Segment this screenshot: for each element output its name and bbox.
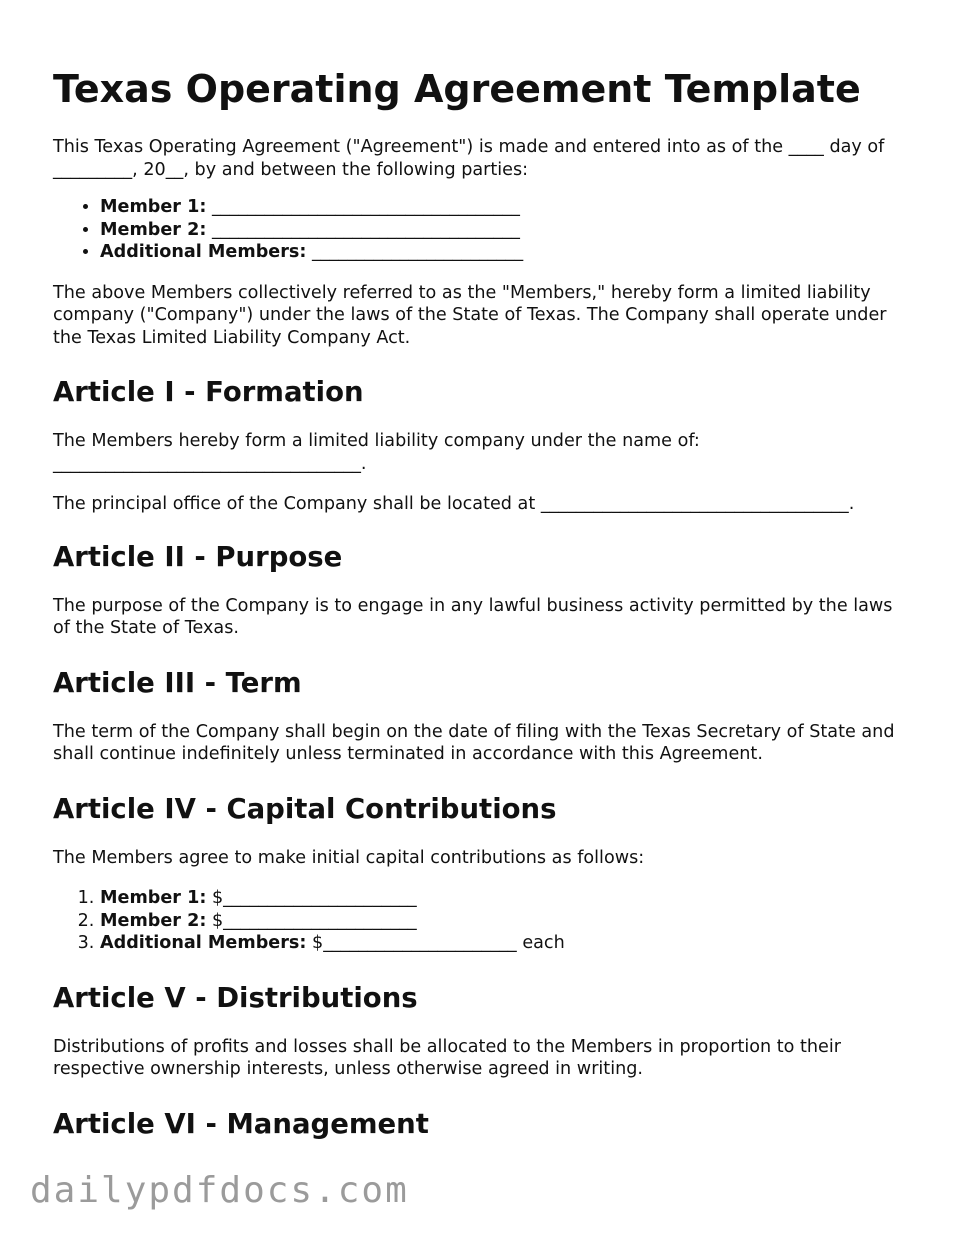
list-item bbox=[100, 219, 913, 242]
watermark: dailypdfdocs.com bbox=[30, 1170, 409, 1211]
article-6-heading: Article VI - Management bbox=[53, 1107, 429, 1140]
contributions-list bbox=[53, 887, 913, 955]
contribution-label: Additional Members: bbox=[100, 933, 307, 953]
member-blank: ___________________________________ bbox=[211, 219, 520, 240]
member-blank: ___________________________________ bbox=[211, 197, 520, 217]
article-2-paragraph: The purpose of the Company is to engage in any lawful business activity permitted by the laws of the State of Texas. bbox=[53, 595, 893, 638]
list-item bbox=[100, 196, 913, 219]
member-label: Member 1: bbox=[100, 197, 207, 217]
article-4-paragraph: The Members agree to make initial capital contributions as follows: bbox=[53, 847, 645, 868]
members-list bbox=[53, 196, 913, 264]
contribution-value: $______________________ each bbox=[312, 933, 565, 953]
article-3-heading: Article III - Term bbox=[53, 666, 302, 699]
contribution-value: $______________________ bbox=[211, 910, 417, 931]
article-3-paragraph: The term of the Company shall begin on the date of filing with the Texas Secretary of State and shall continue indefinitely unless terminated in accordance with this Agreement. bbox=[53, 721, 895, 764]
contribution-value: $______________________ bbox=[211, 888, 417, 908]
article-1-company-name: The Members hereby form a limited liability company under the name of: ___________________________________. bbox=[53, 431, 700, 474]
article-1-principal-office: The principal office of the Company shall be located at ___________________________________. bbox=[53, 494, 855, 514]
member-label: Member 2: bbox=[100, 219, 207, 240]
intro-paragraph: This Texas Operating Agreement ("Agreement") is made and entered into as of the ____ day of _________, 20__, by and between the following parties: bbox=[53, 137, 885, 180]
list-item bbox=[100, 932, 913, 955]
article-2-heading: Article II - Purpose bbox=[53, 540, 343, 573]
list-item bbox=[100, 887, 913, 910]
document bbox=[53, 62, 913, 1162]
member-blank: ________________________ bbox=[312, 242, 524, 262]
article-5-heading: Article V - Distributions bbox=[53, 981, 418, 1014]
members-paragraph: The above Members collectively referred to as the "Members," hereby form a limited liability company ("Company") under the laws of the State of Texas. The Company shall operate under the Texas Limited Liability Company Act. bbox=[53, 282, 887, 348]
article-1-heading: Article I - Formation bbox=[53, 376, 364, 408]
contribution-label: Member 2: bbox=[100, 910, 207, 931]
member-label: Additional Members: bbox=[100, 242, 307, 262]
list-item bbox=[100, 241, 913, 264]
contribution-label: Member 1: bbox=[100, 888, 207, 908]
article-5-paragraph: Distributions of profits and losses shall be allocated to the Members in proportion to their respective ownership interests, unless otherwise agreed in writing. bbox=[53, 1036, 842, 1079]
document-title: Texas Operating Agreement Template bbox=[53, 67, 861, 111]
list-item bbox=[100, 910, 913, 933]
article-4-heading: Article IV - Capital Contributions bbox=[53, 792, 557, 825]
